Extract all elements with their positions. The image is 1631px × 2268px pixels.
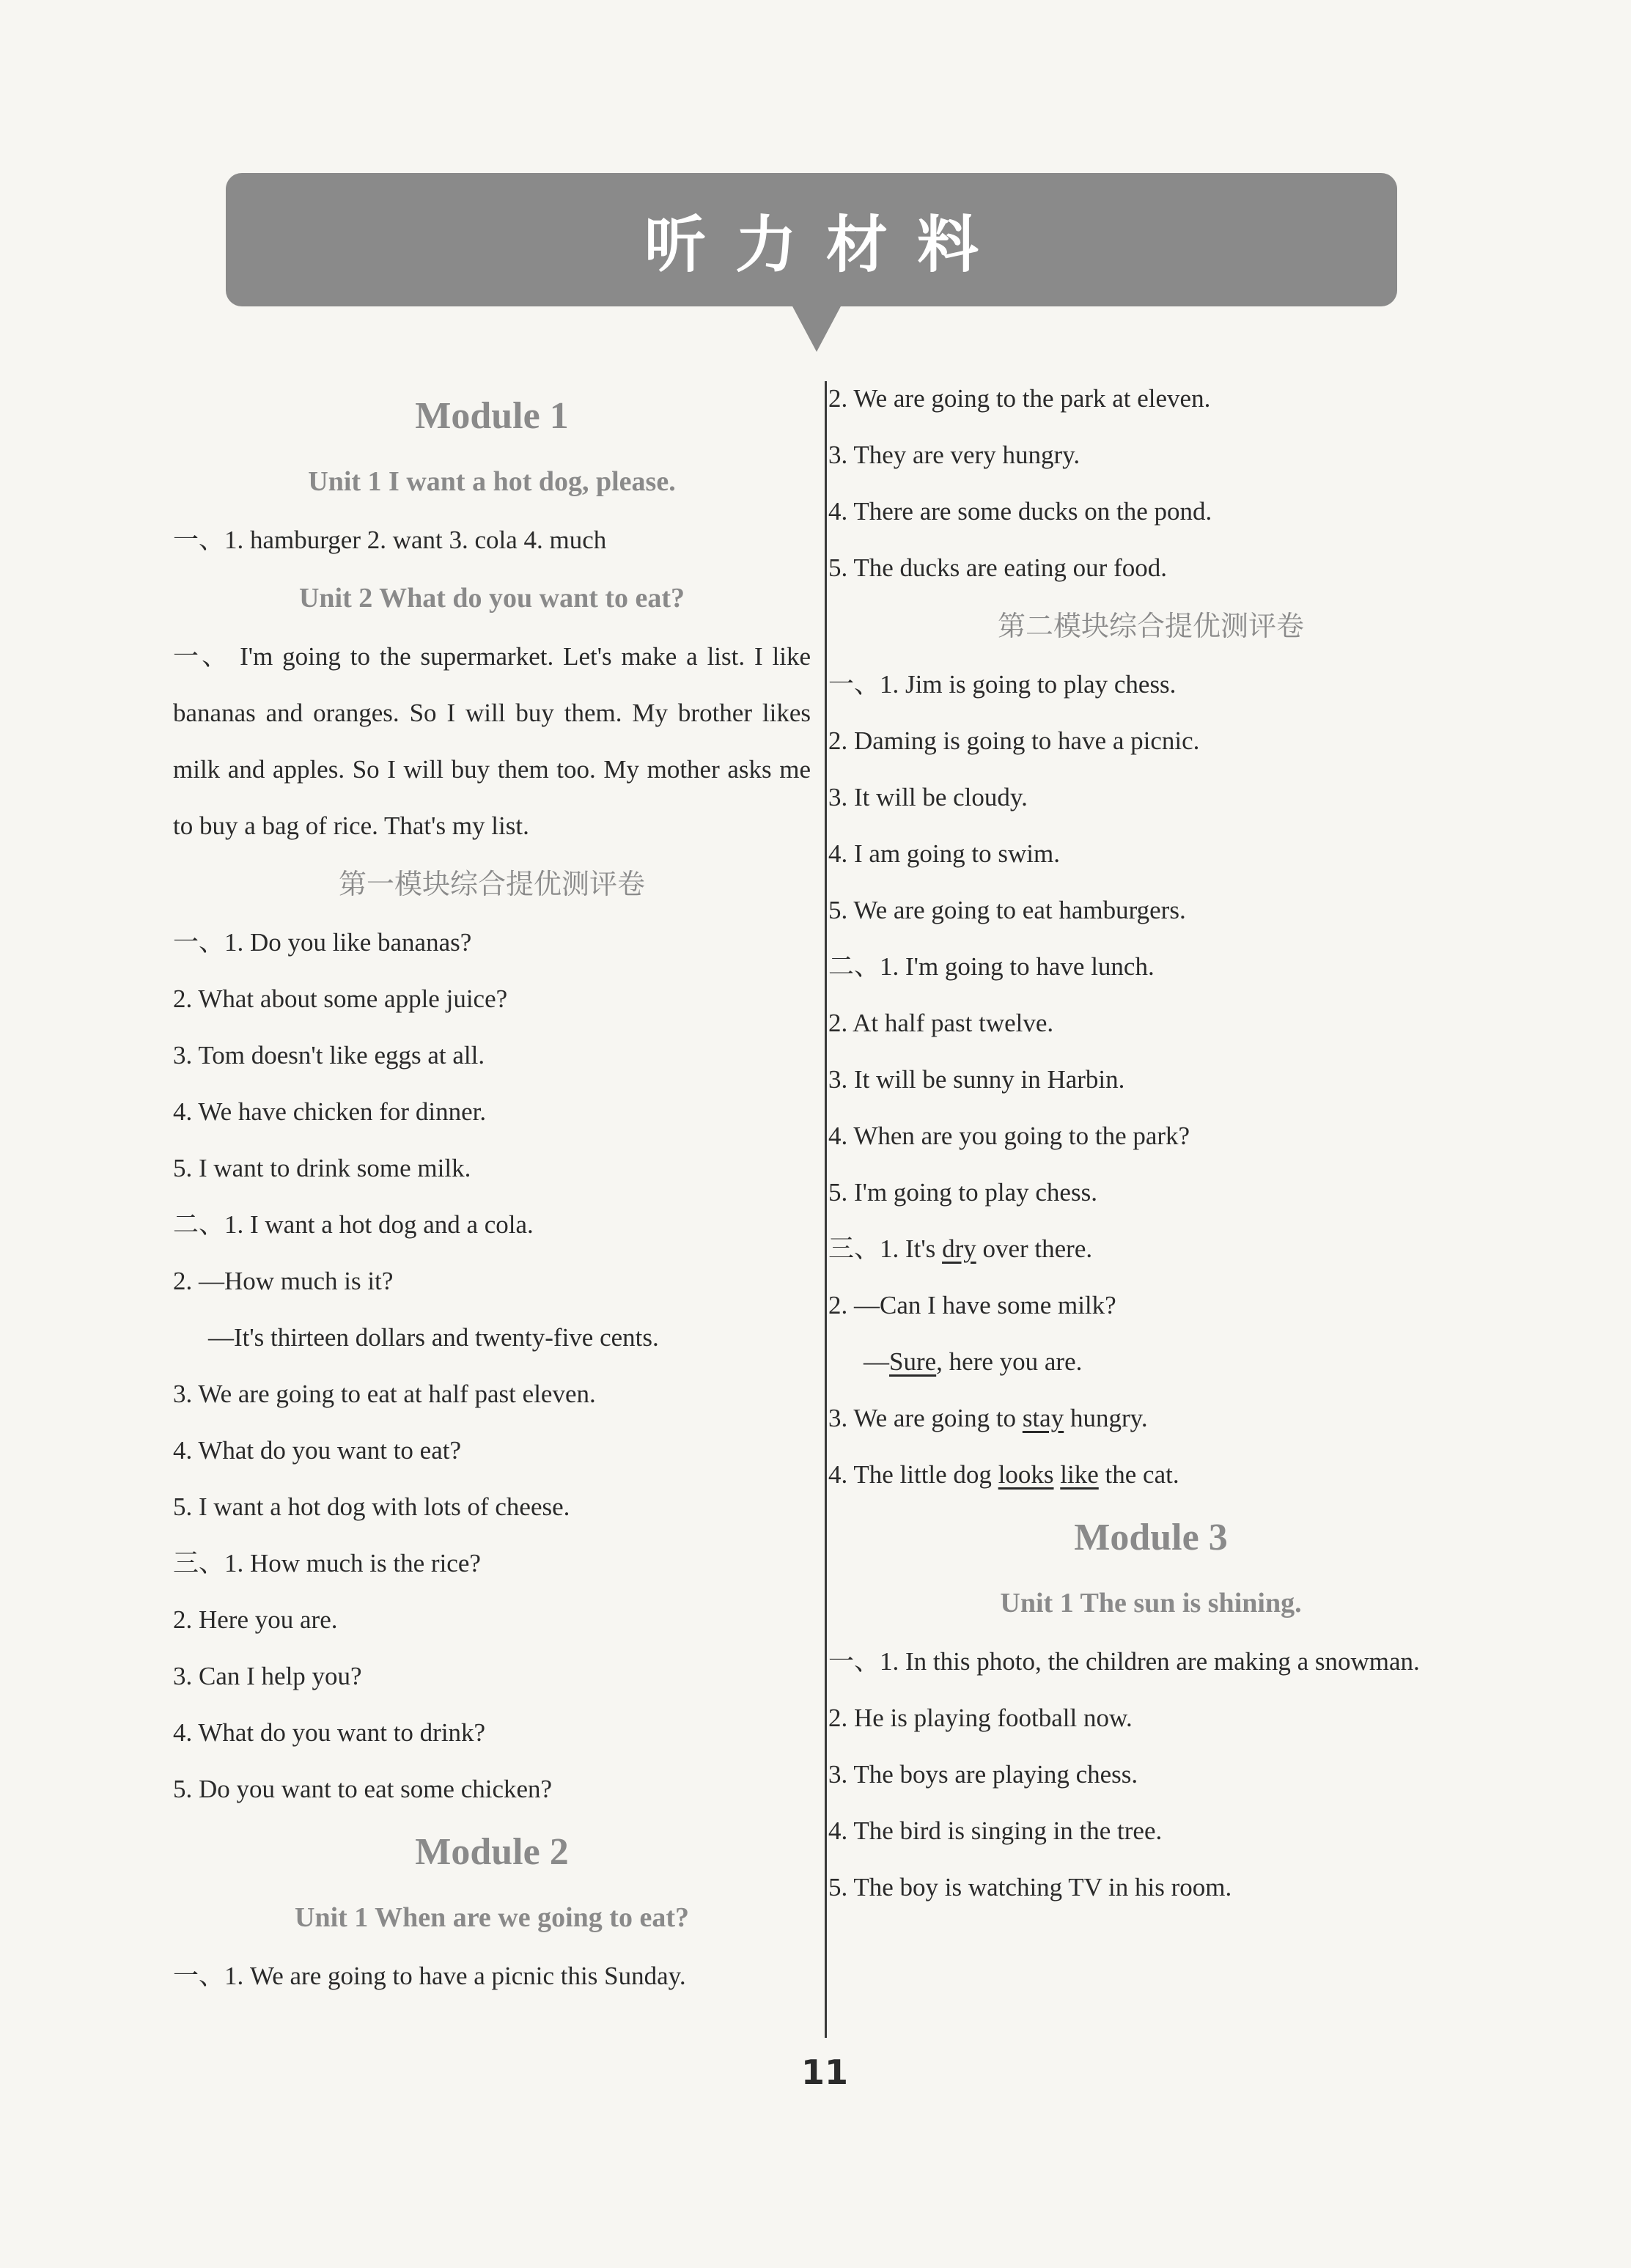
text-span: the cat. [1098, 1460, 1179, 1489]
unit-heading: Unit 1 The sun is shining. [1000, 1588, 1302, 1619]
answer-line: 5. The boy is watching TV in his room. [828, 1873, 1232, 1901]
answer-line: 2. He is playing football now. [828, 1704, 1133, 1732]
answer-line [828, 1333, 1473, 1390]
module-heading: Module 1 [415, 395, 569, 437]
answer-line: 5. The ducks are eating our food. [828, 553, 1167, 582]
underlined-word: looks [998, 1460, 1054, 1489]
answer-line: —It's thirteen dollars and twenty-five cents. [208, 1323, 659, 1352]
left-column [173, 381, 811, 2004]
unit-heading: Unit 1 I want a hot dog, please. [308, 466, 676, 497]
answer-line: 3. It will be sunny in Harbin. [828, 1065, 1125, 1094]
module-heading: Module 2 [415, 1831, 569, 1873]
answer-line: 3. We are going to eat at half past eleven. [173, 1380, 596, 1408]
page-number: 11 [800, 2052, 848, 2092]
text-span: 三、1. It's [828, 1234, 943, 1263]
answer-line: 2. —Can I have some milk? [828, 1291, 1116, 1319]
answer-line: 2. What about some apple juice? [173, 984, 508, 1013]
answer-line: 4. What do you want to drink? [173, 1718, 486, 1747]
answer-line [828, 1446, 1473, 1503]
answer-line: 三、1. How much is the rice? [173, 1549, 481, 1577]
text-span: — [864, 1347, 889, 1376]
text-span: over there. [976, 1234, 1093, 1263]
answer-line: 一、1. Do you like bananas? [173, 928, 472, 957]
header-banner-notch [792, 305, 842, 352]
right-column [828, 370, 1473, 1915]
answer-line: 3. The boys are playing chess. [828, 1760, 1138, 1789]
answer-line: 2. Daming is going to have a picnic. [828, 726, 1200, 755]
column-divider [825, 381, 827, 2038]
answer-line: 5. I'm going to play chess. [828, 1178, 1097, 1207]
answer-line: 一、1. Jim is going to play chess. [828, 670, 1177, 699]
answer-line: 3. Can I help you? [173, 1662, 362, 1690]
section-heading: 第二模块综合提优测评卷 [997, 610, 1304, 642]
module-heading: Module 3 [1074, 1517, 1228, 1558]
underlined-word: like [1060, 1460, 1099, 1489]
section-heading: 第一模块综合提优测评卷 [338, 868, 645, 900]
text-span [1054, 1460, 1061, 1489]
paragraph: 一、1. In this photo, the children are making a snowman. [828, 1647, 1420, 1676]
answer-line: 4. There are some ducks on the pond. [828, 497, 1212, 526]
answer-line: 2. At half past twelve. [828, 1009, 1054, 1037]
unit-heading: Unit 1 When are we going to eat? [295, 1902, 689, 1933]
answer-line: 5. I want to drink some milk. [173, 1154, 471, 1182]
underlined-word: stay [1022, 1404, 1064, 1432]
answer-line: 二、1. I want a hot dog and a cola. [173, 1210, 534, 1239]
answer-line: 4. What do you want to eat? [173, 1436, 461, 1465]
answer-line: 一、1. hamburger 2. want 3. cola 4. much [173, 526, 607, 554]
answer-line: 2. Here you are. [173, 1605, 338, 1634]
unit-heading: Unit 2 What do you want to eat? [298, 583, 685, 614]
answer-line: 5. I want a hot dog with lots of cheese. [173, 1492, 570, 1521]
text-span: 4. The little dog [828, 1460, 998, 1489]
answer-line [828, 1390, 1473, 1446]
answer-line: 5. We are going to eat hamburgers. [828, 896, 1186, 924]
answer-line: 一、1. We are going to have a picnic this Sunday. [173, 1962, 686, 1990]
paragraph: 一、 I'm going to the supermarket. Let's make a list. I like bananas and oranges. So I will buy them. My brother likes milk and apples. So I will buy them too. My mother asks me to buy a bag of rice. That's my list. [173, 642, 811, 840]
text-span: , here you are. [936, 1347, 1083, 1376]
text-span: 3. We are going to [828, 1404, 1023, 1432]
answer-line: 5. Do you want to eat some chicken? [173, 1775, 553, 1803]
answer-line: 二、1. I'm going to have lunch. [828, 952, 1155, 981]
answer-line: 4. When are you going to the park? [828, 1122, 1190, 1150]
answer-line: 4. I am going to swim. [828, 839, 1060, 868]
answer-line: 4. The bird is singing in the tree. [828, 1816, 1163, 1845]
text-span: hungry. [1064, 1404, 1148, 1432]
answer-line: 3. They are very hungry. [828, 441, 1080, 469]
answer-line: 4. We have chicken for dinner. [173, 1097, 487, 1126]
answer-line [828, 1220, 1473, 1277]
answer-line: 3. It will be cloudy. [828, 783, 1028, 811]
answer-line: 3. Tom doesn't like eggs at all. [173, 1041, 485, 1069]
underlined-word: dry [942, 1234, 976, 1263]
answer-line: 2. —How much is it? [173, 1267, 394, 1295]
answer-line: 2. We are going to the park at eleven. [828, 384, 1211, 413]
page-title: 听力材料 [644, 208, 1008, 281]
underlined-word: Sure [889, 1347, 937, 1376]
